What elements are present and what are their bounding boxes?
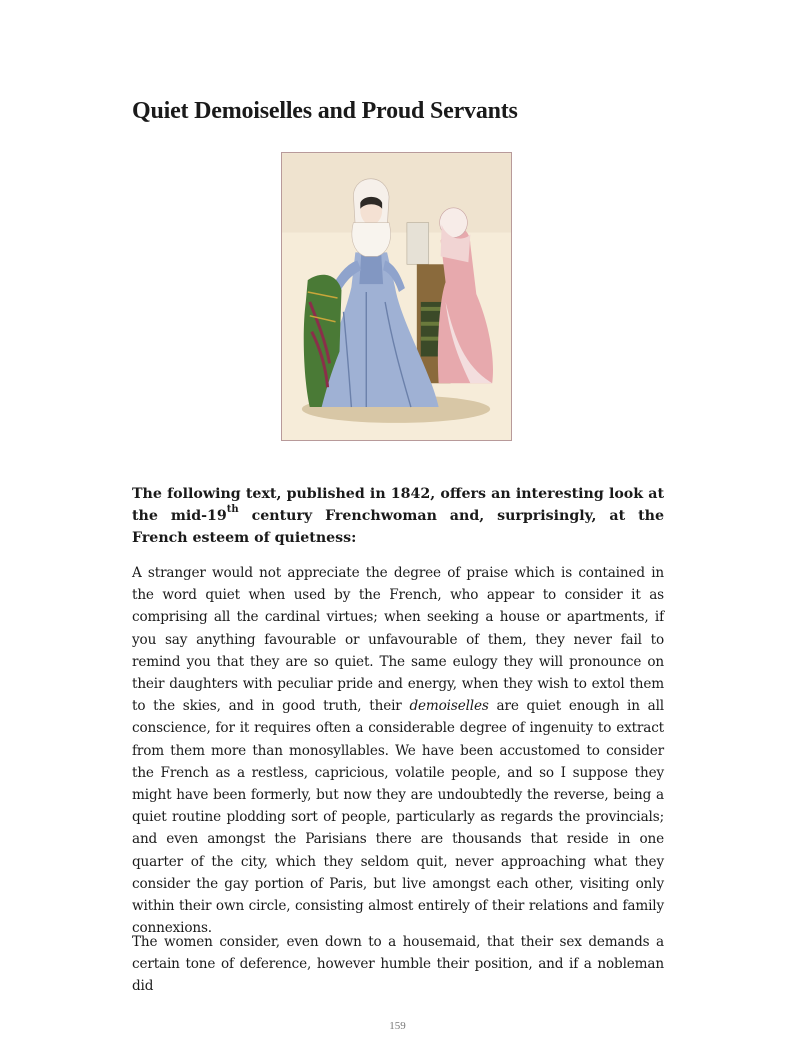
body-paragraph-2: The women consider, even down to a housemaid, that their sex demands a certain tone of deference, however humble their position, and if a nobleman did: [132, 934, 664, 995]
body-paragraph-1: [132, 562, 664, 939]
page-title: Quiet Demoiselles and Proud Servants: [132, 98, 518, 124]
ordinal-superscript: th: [226, 504, 239, 515]
page-number: 159: [389, 1020, 406, 1032]
paragraph-1-text-start: A stranger would not appreciate the degree of praise which is contained in the word quiet when used by the French, who appear to consider it as comprising all the cardinal virtues; when seeking a house or apartments, if you say anything favourable or unfavourable of them, they never fail to remind you that they are so quiet. The same eulogy they will pronounce on their daughters with peculiar pride and energy, when they wish to extol them to the skies, and in good truth, their: [132, 565, 664, 715]
emphasis-demoiselles: demoiselles: [409, 698, 489, 715]
intro-paragraph: [132, 483, 664, 549]
intro-text-end: century Frenchwoman and, surprisingly, at the French esteem of quietness:: [132, 508, 664, 546]
paragraph-1-text-end: are quiet enough in all conscience, for it requires often a considerable degree of ingenuity to extract from them more than monosyllables. We have been accustomed to consider the French as a restless, capricious, volatile people, and so I suppose they might have been formerly, but now they are undoubtedly the reverse, being a quiet routine plodding sort of people, particularly as regards the provincials; and even amongst the Parisians there are thousands that reside in one quarter of the city, which they seldom quit, never approaching what they consider the gay portion of Paris, but live amongst each other, visiting only within their own circle, consisting almost entirely of their relations and family connexions.: [132, 698, 664, 937]
intro-text-start: The following text, published in 1842, offers an interesting look at the mid-19: [132, 486, 664, 524]
fashion-plate-illustration: [281, 152, 512, 441]
